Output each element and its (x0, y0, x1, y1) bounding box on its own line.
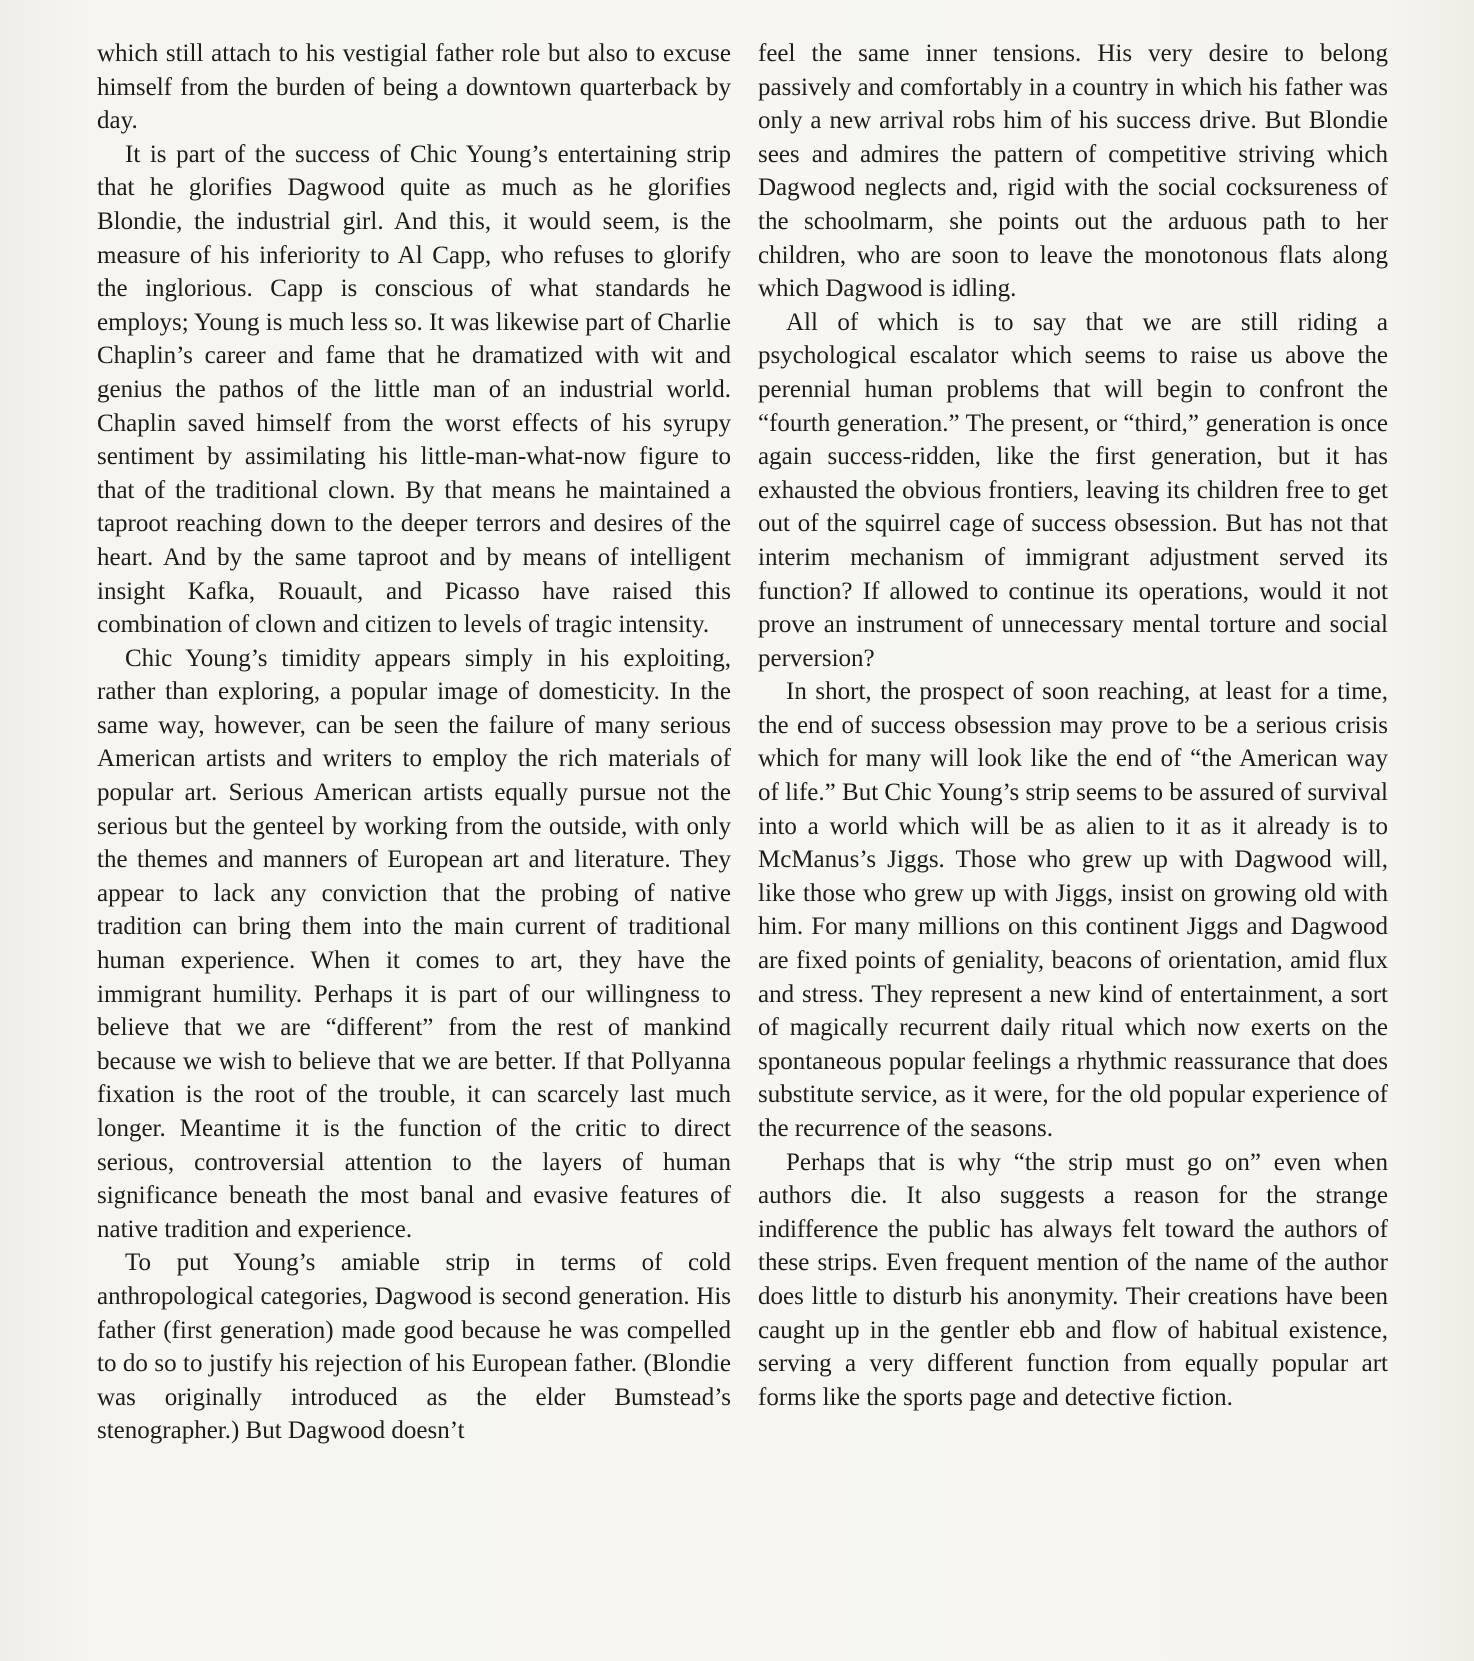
right-paragraph-3: In short, the prospect of soon reaching, at least for a time, the end of success obsession may prove to be a serious crisis which for many will look like the end of “the American way of life.” But Chic Young’s strip seems to be assured of survival into a world which will be as alien to it as it already is to McManus’s Jiggs. Those who grew up with Dagwood will, like those who grew up with Jiggs, insist on growing old with him. For many millions on this continent Jiggs and Dagwood are fixed points of geniality, beacons of orientation, amid flux and stress. They represent a new kind of entertainment, a sort of magically recurrent daily ritual which now exerts on the spontaneous popular feelings a rhythmic reassurance that does substitute service, as it were, for the old popular experience of the recurrence of the seasons. (758, 678, 1388, 1142)
left-paragraph-4: To put Young’s amiable strip in terms of cold anthropological categories, Dagwood is second generation. His father (first generation) made good because he was compelled to do so to justify his rejection of his European father. (Blondie was originally introduced as the elder Bumstead’s stenographer.) But Dagwood doesn’t (97, 1249, 731, 1445)
left-paragraph-2: It is part of the success of Chic Young’s entertaining strip that he glorifies Dagwood quite as much as he glorifies Blondie, the industrial girl. And this, it would seem, is the measure of his inferiority to Al Capp, who refuses to glorify the inglorious. Capp is conscious of what standards he employs; Young is much less so. It was likewise part of Charlie Chaplin’s career and fame that he dramatized with wit and genius the pathos of the little man of an industrial world. Chaplin saved himself from the worst effects of his syrupy sentiment by assimilating his little-man-what-now figure to that of the traditional clown. By that means he maintained a taproot reaching down to the deeper terrors and desires of the heart. And by the same taproot and by means of intelligent insight Kafka, Rouault, and Picasso have raised this combination of clown and citizen to levels of tragic intensity. (97, 140, 731, 639)
right-paragraph-4: Perhaps that is why “the strip must go on” even when authors die. It also suggests a reason for the strange indifference the public has always felt toward the authors of these strips. Even frequent mention of the name of the author does little to disturb his anonymity. Their creations have been caught up in the gentler ebb and flow of habitual existence, serving a very different function from equally popular art forms like the sports page and detective fiction. (758, 1148, 1388, 1411)
right-paragraph-2: All of which is to say that we are still riding a psychological escalator which seems to raise us above the perennial human problems that will begin to confront the “fourth generation.” The present, or “third,” generation is once again success-ridden, like the first generation, but it has exhausted the obvious frontiers, leaving its children free to get out of the squirrel cage of success obsession. But has not that interim mechanism of immigrant adjustment served its function? If allowed to continue its operations, would it not prove an instrument of unnecessary mental torture and social perversion? (758, 308, 1388, 672)
right-paragraph-1: feel the same inner tensions. His very desire to belong passively and comfortably in a country in which his father was only a new arrival robs him of his success drive. But Blondie sees and admires the pattern of competitive striving which Dagwood neglects and, rigid with the social cocksureness of the schoolmarm, she points out the arduous path to her children, who are soon to leave the monotonous flats along which Dagwood is idling. (758, 40, 1388, 303)
left-paragraph-1: which still attach to his vestigial father role but also to excuse himself from the burden of being a downtown quarterback by day. (97, 40, 731, 135)
right-column (758, 37, 1388, 1414)
left-paragraph-3: Chic Young’s timidity appears simply in his exploiting, rather than exploring, a popular image of domesticity. In the same way, however, can be seen the failure of many serious American artists and writers to employ the rich materials of popular art. Serious American artists equally pursue not the serious but the genteel by working from the outside, with only the themes and manners of European art and literature. They appear to lack any conviction that the probing of native tradition can bring them into the main current of traditional human experience. When it comes to art, they have the immigrant humility. Perhaps it is part of our willingness to believe that we are “different” from the rest of mankind because we wish to believe that we are better. If that Pollyanna fixation is the root of the trouble, it can scarcely last much longer. Meantime it is the function of the critic to direct serious, controversial attention to the layers of human significance beneath the most banal and evasive features of native tradition and experience. (97, 644, 731, 1243)
left-column (97, 37, 731, 1448)
